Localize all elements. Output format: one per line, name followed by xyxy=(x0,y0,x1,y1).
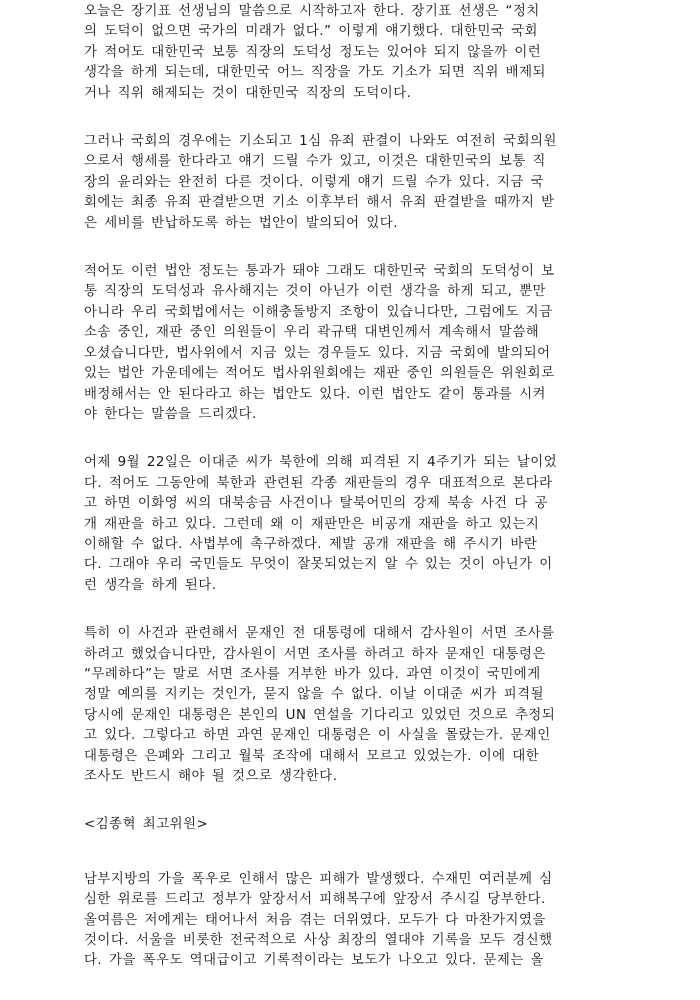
paragraph-southern-rain-damage xyxy=(84,870,614,972)
text-line: 다. 그래야 우리 국민들도 무엇이 잘못되었는지 알 수 있는 것이 아닌가 이 xyxy=(84,557,553,573)
text-line: 어제 9월 22일은 이대준 씨가 북한에 의해 피격된 지 4주기가 되는 날이었 xyxy=(84,455,558,471)
paragraph-audit-investigation xyxy=(84,624,614,787)
text-line: 고 있다. 그렇다고 하면 과연 문재인 대통령은 이 사실을 몰랐는가. 문재인 xyxy=(84,728,551,744)
text-line: 소송 중인, 재판 중인 의원들이 우리 곽규택 대변인께서 계속해서 말씀해 xyxy=(84,325,540,341)
paragraph-jang-gi-pyo-quote xyxy=(84,2,614,104)
paragraph-assembly-ethics xyxy=(84,132,614,234)
text-line: 은 세비를 반납하도록 하는 법안이 발의되어 있다. xyxy=(84,215,399,231)
text-line: 배정해서는 안 된다라고 하는 법안도 있다. 이런 법안도 같이 통과를 시켜 xyxy=(84,386,546,402)
text-line: 가 적어도 대한민국 보통 직장의 도덕성 정도는 있어야 되지 않을까 이런 xyxy=(84,44,542,60)
text-line: 오늘은 장기표 선생님의 말씀으로 시작하고자 한다. 장기표 선생은 “정치 xyxy=(84,4,540,19)
text-line: 다. 적어도 그동안에 북한과 관련된 각종 재판들의 경우 대표적으로 본다라 xyxy=(84,475,553,491)
text-line: 통 직장의 도덕성과 유사해지는 것이 아닌가 이런 생각을 하게 되고, 뿐만 xyxy=(84,284,546,300)
text-line: 이해할 수 없다. 사법부에 촉구하겠다. 제발 공개 재판을 해 주시기 바란 xyxy=(84,536,538,552)
text-line: 오셨습니다만, 법사위에서 지금 있는 경우들도 있다. 지금 국회에 발의되어 xyxy=(84,345,551,361)
document-page xyxy=(84,2,614,1000)
text-line: 의 도덕이 없으면 국가의 미래가 없다.” 이렇게 얘기했다. 대한민국 국회 xyxy=(84,24,538,40)
text-line: 회에는 최종 유죄 판결받으면 기소 이후부터 해서 유죄 판결받을 때까지 받 xyxy=(84,195,555,211)
text-line: 조사도 반드시 해야 될 것으로 생각한다. xyxy=(84,769,338,784)
text-line: 으로서 행세를 한다라고 얘기 드릴 수가 있고, 이것은 대한민국의 보통 직 xyxy=(84,154,546,170)
paragraph-lee-dae-jun-trial xyxy=(84,453,614,596)
text-line: 고 하면 이화영 씨의 대북송금 사건이나 탈북어민의 강제 북송 사건 다 공 xyxy=(84,496,548,512)
text-line: “무례하다”는 말로 서면 조사를 거부한 바가 있다. 과연 이것이 국민에게 xyxy=(84,666,541,682)
text-line: 올여름은 저에게는 태어나서 처음 겪는 더위였다. 모두가 다 마찬가지였을 xyxy=(84,912,546,928)
paragraph-bill-proposal xyxy=(84,262,614,425)
text-line: 아니라 우리 국회법에서는 이해충돌방지 조항이 있습니다만, 그럼에도 지금 xyxy=(84,304,553,320)
text-line: 것이다. 서울을 비롯한 전국적으로 사상 최장의 열대야 기록을 모두 경신했 xyxy=(84,933,553,949)
text-line: 장의 윤리와는 완전히 다른 것이다. 이렇게 얘기 드릴 수가 있다. 지금 국 xyxy=(84,174,545,190)
text-line: 있는 법안 가운데에는 적어도 법사위원회에는 재판 중인 의원들은 위원회로 xyxy=(84,366,555,382)
speaker-heading: <김종혁 최고위원> xyxy=(84,817,209,833)
text-line: 적어도 이런 법안 정도는 통과가 돼야 그래도 대한민국 국회의 도덕성이 보 xyxy=(84,264,555,280)
text-line: 개 재판을 하고 있다. 그런데 왜 이 재판만은 비공개 재판을 하고 있는지 xyxy=(84,516,540,532)
text-line: 정말 예의를 지키는 것인가, 묻지 않을 수 없다. 이날 이대준 씨가 피격될 xyxy=(84,687,545,703)
text-line: 야 한다는 말씀을 드리겠다. xyxy=(84,406,257,422)
text-line: 하려고 했었습니다만, 감사원이 서면 조사를 하려고 하자 문재인 대통령은 xyxy=(84,646,546,662)
text-line: 그러나 국회의 경우에는 기소되고 1심 유죄 판결이 나와도 여전히 국회의원 xyxy=(84,134,557,150)
text-line: 거나 직위 해제되는 것이 대한민국 직장의 도덕이다. xyxy=(84,85,412,101)
text-line: 특히 이 사건과 관련해서 문재인 전 대통령에 대해서 감사원이 서면 조사를 xyxy=(84,626,555,642)
text-line: 심한 위로를 드리고 정부가 앞장서서 피해복구에 앞장서 주시길 당부한다. xyxy=(84,892,546,908)
text-line: 런 생각을 하게 된다. xyxy=(84,577,217,593)
text-line: 대통령은 은폐와 그리고 월북 조작에 대해서 모르고 있었는가. 이에 대한 xyxy=(84,748,540,764)
text-line: 생각을 하게 되는데, 대한민국 어느 직장을 가도 기소가 되면 직위 배제되 xyxy=(84,65,546,81)
text-line: 남부지방의 가을 폭우로 인해서 많은 피해가 발생했다. 수재민 여러분께 심 xyxy=(84,871,553,887)
text-line: 당시에 문재인 대통령은 본인의 UN 연설을 기다리고 있었던 것으로 추정되 xyxy=(84,707,556,723)
text-line: 다. 가을 폭우도 역대급이고 기록적이라는 보도가 나오고 있다. 문제는 올 xyxy=(84,953,544,969)
